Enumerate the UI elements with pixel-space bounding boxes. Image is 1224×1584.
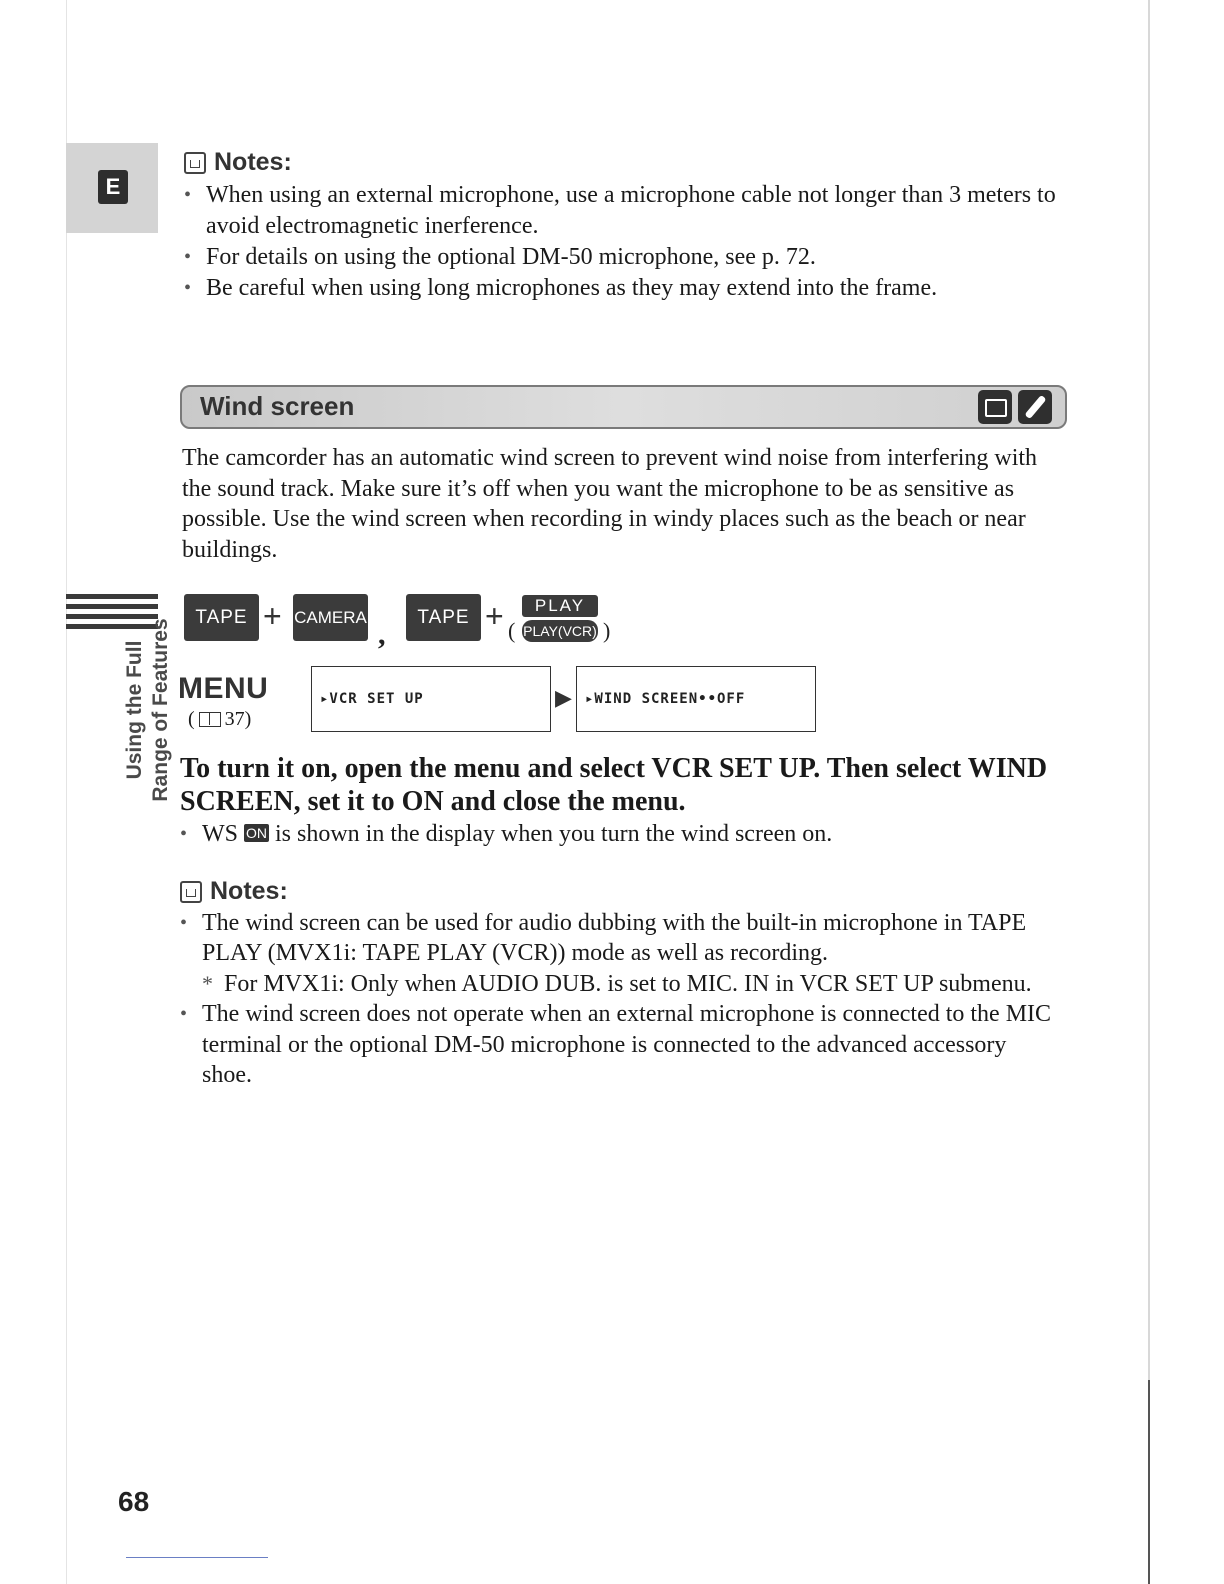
tape-mode-key: TAPE xyxy=(184,594,259,641)
list-item xyxy=(178,819,1058,850)
paren-open: ( xyxy=(508,618,516,643)
section-side-label xyxy=(122,610,174,810)
notes-list-bottom xyxy=(178,908,1058,1090)
page-edge xyxy=(66,0,67,1584)
memo-icon xyxy=(184,152,206,174)
notes-heading-top xyxy=(184,148,292,177)
instruction-heading: To turn it on, open the menu and select VCR SET UP. Then select WIND SCREEN, set it to ON and close the menu. xyxy=(180,753,1048,817)
instruction-list xyxy=(178,819,1058,850)
list-item: • For details on using the optional DM-50 microphone, see p. 72. xyxy=(182,242,1062,273)
menu-step-wind-screen: ▸WIND SCREEN••OFF xyxy=(576,666,816,732)
section-body: The camcorder has an automatic wind screen to prevent wind noise from interfering with the sound track. Make sure it’s off when you want the microphone to be as sensitive as possible. Use the wind screen when recording in windy places such as the beach or near buildings. xyxy=(182,445,1038,563)
memo-icon xyxy=(180,881,202,903)
menu-step-vcr-setup: ▸VCR SET UP xyxy=(311,666,551,732)
play-mode-key: PLAY xyxy=(522,595,598,617)
ws-label: WS xyxy=(202,821,238,847)
notes-heading-text: Notes: xyxy=(214,148,292,176)
ref-paren: ( xyxy=(188,708,195,730)
on-badge: ON xyxy=(246,825,267,841)
notes-heading-text: Notes: xyxy=(210,877,288,905)
list-sub-item: * For MVX1i: Only when AUDIO DUB. is set to MIC. IN in VCR SET UP submenu. xyxy=(178,969,1058,999)
ref-page: 37) xyxy=(224,708,252,730)
paren-close: ) xyxy=(603,618,611,643)
menu-label: MENU xyxy=(178,672,269,705)
list-item: • When using an external microphone, use a microphone cable not longer than 3 meters to avoid electromagnetic inerference. xyxy=(182,180,1062,242)
footer-rule xyxy=(126,1557,268,1558)
wireless-controller-icon xyxy=(1018,390,1052,424)
list-item: • The wind screen does not operate when an external microphone is connected to the MIC terminal or the optional DM-50 microphone is connected to the advanced accessory shoe. xyxy=(178,999,1058,1090)
notes-heading-bottom xyxy=(180,877,288,906)
list-item: • The wind screen can be used for audio dubbing with the built-in microphone in TAPE PLAY (MVX1i: TAPE PLAY (VCR)) mode as well as recording. xyxy=(178,908,1058,969)
section-banner xyxy=(180,385,1067,429)
page-edge xyxy=(1148,0,1150,1584)
double-arrow-right-icon: ▶ xyxy=(555,685,572,710)
side-label-line1: Using the Full xyxy=(123,640,146,780)
comma: , xyxy=(378,618,386,651)
camcorder-icon xyxy=(978,390,1012,424)
tape-mode-key: TAPE xyxy=(406,594,481,641)
page-number: 68 xyxy=(118,1486,150,1517)
section-title: Wind screen xyxy=(200,391,355,421)
ws-description: is shown in the display when you turn the wind screen on. xyxy=(275,821,833,847)
book-icon xyxy=(199,712,221,727)
page-edge xyxy=(1148,1380,1150,1584)
menu-page-reference xyxy=(188,708,251,731)
notes-list-top xyxy=(182,180,1062,304)
side-label-line2: Range of Features xyxy=(149,618,172,802)
list-item: • Be careful when using long microphones as they may extend into the frame. xyxy=(182,273,1062,304)
play-vcr-mode-key: PLAY(VCR) xyxy=(522,620,598,642)
camera-mode-key: CAMERA xyxy=(293,594,368,641)
language-letter: E xyxy=(98,170,128,204)
plus-sign: + xyxy=(263,598,282,634)
plus-sign: + xyxy=(485,598,504,634)
